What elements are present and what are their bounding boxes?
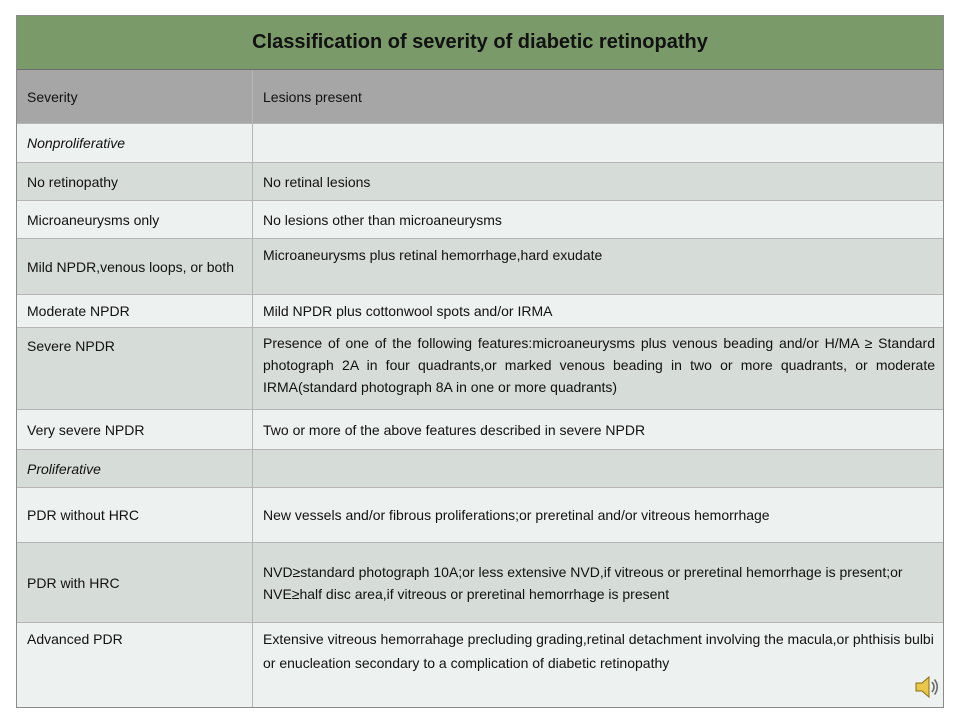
severity-cell: Nonproliferative [17, 124, 253, 162]
severity-cell: Advanced PDR [17, 623, 253, 707]
speaker-icon[interactable] [912, 672, 942, 702]
lesions-cell [253, 450, 943, 487]
severity-cell: No retinopathy [17, 163, 253, 200]
severity-cell: Microaneurysms only [17, 201, 253, 238]
table-row [17, 124, 943, 163]
table-row [17, 623, 943, 707]
table-title: Classification of severity of diabetic retinopathy [252, 31, 708, 53]
lesions-cell: NVD≥standard photograph 10A;or less extensive NVD,if vitreous or preretinal hemorrhage is present;or NVE≥half disc area,if vitreous or preretinal hemorrhage is present [263, 563, 903, 602]
table-row [17, 543, 943, 623]
table-row [17, 450, 943, 488]
table-row [17, 410, 943, 450]
severity-cell: PDR with HRC [17, 543, 253, 622]
severity-cell: Severe NPDR [17, 328, 253, 409]
header-severity: Severity [17, 70, 253, 123]
severity-cell: PDR without HRC [17, 488, 253, 542]
lesions-cell [253, 124, 943, 162]
table-title-row [17, 16, 943, 70]
table-row [17, 488, 943, 543]
retinopathy-table [16, 15, 944, 708]
lesions-cell: Extensive vitreous hemorrahage precluding grading,retinal detachment involving the macula,or phthisis bulbi or enucleation secondary to a complication of diabetic retinopathy [263, 631, 934, 671]
table-row [17, 201, 943, 239]
header-row [17, 70, 943, 124]
lesions-cell: No retinal lesions [263, 173, 371, 190]
table-row [17, 163, 943, 201]
lesions-cell: No lesions other than microaneurysms [263, 211, 502, 228]
lesions-cell: Microaneurysms plus retinal hemorrhage,hard exudate [263, 247, 603, 263]
table-row [17, 239, 943, 295]
severity-cell: Mild NPDR,venous loops, or both [17, 239, 253, 294]
header-lesions: Lesions present [263, 88, 362, 105]
severity-cell: Proliferative [17, 450, 253, 487]
lesions-cell: New vessels and/or fibrous proliferations;or preretinal and/or vitreous hemorrhage [263, 507, 770, 523]
table-row [17, 328, 943, 410]
lesions-cell: Mild NPDR plus cottonwool spots and/or IRMA [263, 303, 553, 319]
lesions-cell: Two or more of the above features described in severe NPDR [263, 421, 646, 438]
table-row [17, 295, 943, 328]
severity-cell: Moderate NPDR [17, 295, 253, 327]
severity-cell: Very severe NPDR [17, 410, 253, 449]
lesions-cell: Presence of one of the following features:microaneurysms plus venous beading and/or H/MA ≥ Standard photograph 2A in four quadrants,or marked venous beading in two or more quadrants, or moderate IRMA(standard photograph 8A in one or more quadrants) [263, 335, 935, 395]
